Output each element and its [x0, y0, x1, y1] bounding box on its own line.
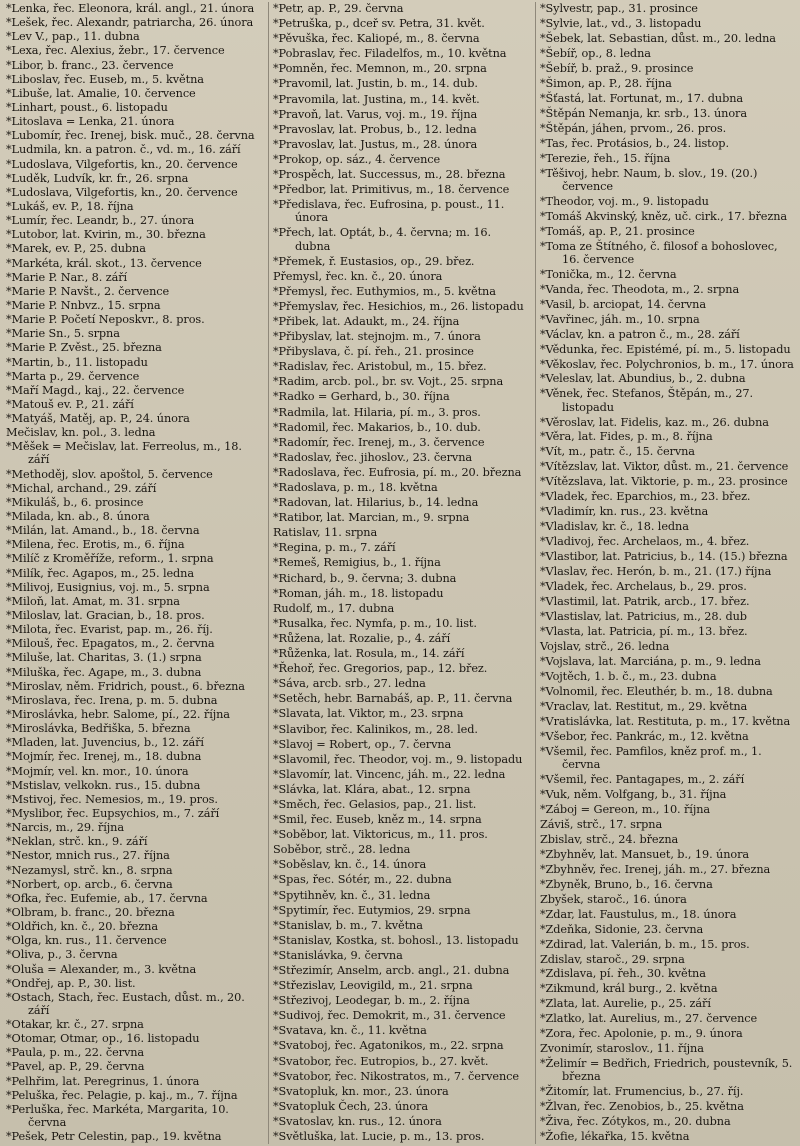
- name-day-entry: *Radmila, lat. Hilaria, pí. m., 3. pros.: [273, 405, 481, 419]
- name-day-entry: *Rusalka, řec. Nymfa, p. m., 10. list.: [273, 616, 477, 630]
- name-day-entry: *Miroslávka, Bedřiška, 5. března: [6, 722, 191, 736]
- name-day-entry: *Milíč z Kroměříže, reform., 1. srpna: [6, 552, 214, 566]
- name-day-entry: *Remeš, Remigius, b., 1. října: [273, 556, 441, 570]
- name-day-entry: *Radomil, řec. Makarios, b., 10. dub.: [273, 420, 481, 434]
- name-day-entry: *Všemil, řec. Pamfilos, kněz prof. m., 1. června: [540, 744, 762, 771]
- name-day-entry: *Přibyslav, lat. stejnojm. m., 7. února: [273, 330, 481, 344]
- name-day-entry: *Pravomil, lat. Justin, b. m., 14. dub.: [273, 77, 478, 91]
- name-day-entry: *Věroslav, lat. Fidelis, kaz. m., 26. dubna: [540, 415, 769, 429]
- name-day-entry: *Toma ze Štítného, č. filosof a bohoslovec, 16. července: [540, 239, 778, 266]
- name-day-entry: *Vojslava, lat. Marciána, p. m., 9. ledna: [540, 655, 761, 668]
- name-day-entry: *Vladislav, kr. č., 18. ledna: [540, 520, 689, 534]
- name-day-entry: *Slavomír, lat. Vincenc, jáh. m., 22. ledna: [273, 767, 506, 781]
- name-day-entry: Zdislav, staroč., 29. srpna: [540, 952, 685, 966]
- name-day-entry: *Šťastá, lat. Fortunat, m., 17. dubna: [540, 91, 744, 105]
- name-day-entry: *Lešek, řec. Alexandr, patriarcha, 26. února: [6, 16, 254, 30]
- name-day-entry: *Přibek, lat. Adaukt, m., 24. října: [273, 314, 460, 328]
- name-day-entry: *Prospěch, lat. Successus, m., 28. března: [273, 168, 506, 182]
- name-day-entry: *Lexa, řec. Alexius, žebr., 17. července: [6, 44, 225, 58]
- name-day-entry: *Miluše, lat. Charitas, 3. (1.) srpna: [6, 651, 202, 665]
- name-day-entry: *Miroslava, řec. Irena, p. m. 5. dubna: [6, 693, 218, 707]
- name-day-entry: *Ondřej, ap. P., 30. list.: [6, 976, 136, 990]
- name-day-entry: *Marta p., 29. července: [6, 369, 140, 383]
- name-day-entry: *Sylvie, lat., vd., 3. listopadu: [540, 16, 702, 30]
- name-day-entry: Soběbor, strč., 28. ledna: [273, 843, 411, 857]
- name-day-entry: *Směch, řec. Gelasios, pap., 21. list.: [273, 797, 477, 811]
- name-day-entry: *Lubomír, řec. Irenej, bisk. muč., 28. června: [6, 129, 255, 143]
- name-day-entry: *Pobraslav, řec. Filadelfos, m., 10. května: [273, 47, 507, 61]
- name-day-entry: *Milouš, řec. Epagatos, m., 2. června: [6, 637, 215, 651]
- name-day-entry: *Slavomil, řec. Theodor, voj. m., 9. listopadu: [273, 752, 523, 766]
- name-day-entry: *Milík, řec. Agapos, m., 25. ledna: [6, 566, 194, 580]
- name-day-entry: *Pravomila, lat. Justina, m., 14. květ.: [273, 92, 480, 106]
- name-day-entry: *Norbert, op. arcb., 6. června: [6, 877, 173, 891]
- name-day-entry: *Roman, jáh. m., 18. listopadu: [273, 586, 444, 600]
- name-day-entry: *Neklan, strč. kn., 9. září: [6, 835, 148, 849]
- name-day-entry: *Petr, ap. P., 29. června: [273, 2, 404, 15]
- name-day-entry: *Václav, kn. a patron č., m., 28. září: [540, 327, 740, 341]
- name-day-entry: *Vanda, řec. Theodota, m., 2. srpna: [540, 282, 740, 296]
- name-day-entry: *Spas, řec. Sótér, m., 22. dubna: [273, 873, 452, 887]
- name-day-entry: *Libor, b. franc., 23. července: [6, 58, 174, 72]
- name-day-entry: *Liboslav, řec. Euseb, m., 5. května: [6, 72, 204, 86]
- name-day-entry: *Luděk, Ludvík, kr. fr., 26. srpna: [6, 171, 189, 185]
- name-day-entry: *Pomněn, řec. Memnon, m., 20. srpna: [273, 62, 487, 76]
- name-day-entry: *Marek, ev. P., 25. dubna: [6, 242, 146, 256]
- name-day-entry: Vojslav, strč., 26. ledna: [540, 640, 670, 654]
- name-day-entry: *Marie P. Početí Neposkvr., 8. pros.: [6, 313, 205, 327]
- name-day-entry: *Želimír = Bedřich, Friedrich, poustevník, 5. března: [540, 1057, 793, 1084]
- name-day-entry: *Mojmír, vel. kn. mor., 10. února: [6, 764, 189, 778]
- name-day-entry: *Zdislava, pí. řeh., 30. května: [540, 967, 706, 981]
- name-day-entry: *Štěpán, jáhen, prvom., 26. pros.: [540, 121, 727, 135]
- name-column-2: [268, 2, 529, 1144]
- name-day-entry: *Radislav, řec. Aristobul, m., 15. břez.: [273, 360, 487, 374]
- name-day-entry: *Mladen, lat. Juvencius, b., 12. září: [6, 736, 204, 750]
- name-day-entry: *Vuk, něm. Volfgang, b., 31. října: [540, 787, 727, 801]
- name-day-entry: Zbislav, strč., 24. března: [540, 832, 679, 846]
- name-day-entry: *Spytimír, řec. Eutymios, 29. srpna: [273, 903, 471, 917]
- name-day-entry: *Slavoj = Robert, op., 7. června: [273, 737, 452, 751]
- name-day-entry: *Marie P. Zvěst., 25. března: [6, 341, 162, 355]
- name-day-entry: *Vraclav, lat. Restitut, m., 29. května: [540, 699, 748, 713]
- name-day-entry: *Tonička, m., 12. června: [540, 267, 677, 281]
- name-day-entry: *Paula, p. m., 22. června: [6, 1046, 145, 1060]
- name-day-entry: *Zlatko, lat. Aurelius, m., 27. července: [540, 1012, 758, 1026]
- name-day-entry: *Setěch, hebr. Barnabáš, ap. P., 11. června: [273, 692, 513, 706]
- name-day-entry: *Miloslav, lat. Gracian, b., 18. pros.: [6, 609, 205, 622]
- name-day-entry: *Lev V., pap., 11. dubna: [6, 30, 140, 44]
- name-day-entry: *Svatopluk, kn. mor., 23. února: [273, 1084, 449, 1098]
- name-day-entry: *Litoslava = Lenka, 21. února: [6, 115, 175, 129]
- name-day-entry: *Vratislávka, lat. Restituta, p. m., 17. května: [540, 714, 791, 728]
- name-day-entry: *Zdar, lat. Faustulus, m., 18. února: [540, 907, 737, 921]
- name-day-entry: *Pravoslav, lat. Justus, m., 28. února: [273, 137, 478, 151]
- name-day-entry: *Sudivoj, řec. Demokrit, m., 31. července: [273, 1009, 506, 1023]
- name-day-entry: *Prokop, op. sáz., 4. července: [273, 152, 441, 166]
- name-day-entry: *Stanislav, Kostka, st. bohosl., 13. listopadu: [273, 933, 519, 947]
- name-day-entry: *Svatopluk Čech, 23. února: [273, 1099, 428, 1113]
- name-day-entry: *Vavřinec, jáh. m., 10. srpna: [540, 312, 700, 326]
- name-day-entry: *Milota, řec. Evarist, pap. m., 26. říj.: [6, 623, 213, 637]
- name-day-entry: *Pravoslav, lat. Probus, b., 12. ledna: [273, 122, 477, 136]
- name-day-entry: *Mstislav, velkokn. rus., 15. dubna: [6, 778, 201, 792]
- name-day-entry: *Vladek, řec. Eparchios, m., 23. břez.: [540, 490, 751, 504]
- name-day-entry: *Smil, řec. Euseb, kněz m., 14. srpna: [273, 813, 482, 827]
- name-day-entry: *Radomír, řec. Irenej, m., 3. července: [273, 435, 485, 449]
- name-day-entry: *Veleslav, lat. Abundius, b., 2. dubna: [540, 372, 746, 386]
- name-day-entry: *Theodor, voj. m., 9. listopadu: [540, 194, 709, 208]
- name-day-entry: *Zora, řec. Apolonie, p. m., 9. února: [540, 1027, 743, 1041]
- name-day-entry: *Slavata, lat. Viktor, m., 23. srpna: [273, 707, 464, 721]
- name-index-columns: [6, 2, 796, 1144]
- name-day-entry: *Vladek, řec. Archelaus, b., 29. pros.: [540, 580, 747, 594]
- name-day-entry: *Markéta, král. skot., 13. července: [6, 256, 202, 270]
- name-day-entry: *Radoslava, p. m., 18. května: [273, 481, 438, 494]
- name-day-entry: *Přech, lat. Optát, b., 4. června; m. 16. dubna: [273, 226, 492, 253]
- name-day-entry: *Svatava, kn. č., 11. května: [273, 1024, 427, 1038]
- name-day-entry: *Ludmila, kn. a patron. č., vd. m., 16. září: [6, 143, 241, 157]
- name-day-entry: *Oldřich, kn. č., 20. března: [6, 920, 158, 934]
- name-day-entry: Záviš, strč., 17. srpna: [540, 817, 663, 831]
- name-day-entry: *Mikuláš, b., 6. prosince: [6, 495, 144, 509]
- name-day-entry: *Šebíř, b. praž., 9. prosince: [540, 61, 694, 75]
- name-day-entry: *Radim, arcb. pol., br. sv. Vojt., 25. srpna: [273, 375, 504, 389]
- name-day-entry: *Regina, p. m., 7. září: [273, 541, 396, 555]
- name-day-entry: *Nezamysl, strč. kn., 8. srpna: [6, 863, 173, 877]
- name-day-entry: *Vlasta, lat. Patricia, pí. m., 13. břez.: [540, 625, 748, 639]
- name-day-entry: *Pavel, ap. P., 29. června: [6, 1060, 145, 1074]
- name-day-entry: *Vlastibor, lat. Patricius, b., 14. (15.) března: [540, 550, 788, 564]
- name-day-entry: *Stanislav, b. m., 7. května: [273, 918, 423, 932]
- name-day-entry: *Šimon, ap. P., 28. října: [540, 76, 672, 90]
- name-day-entry: *Vojtěch, 1. b. č., m., 23. dubna: [540, 669, 717, 683]
- name-day-entry: *Vlastimil, lat. Patrik, arcb., 17. břez.: [540, 595, 750, 609]
- name-day-entry: *Michal, archand., 29. září: [6, 481, 157, 495]
- name-day-entry: *Oliva, p., 3. června: [6, 948, 118, 962]
- name-day-entry: *Přemek, ř. Eustasios, op., 29. břez.: [273, 254, 475, 268]
- name-day-entry: *Svatoslav, kn. rus., 12. února: [273, 1114, 442, 1128]
- name-day-entry: *Radko = Gerhard, b., 30. října: [273, 390, 450, 404]
- name-day-entry: *Věnek, řec. Stefanos, Štěpán, m., 27. listopadu: [540, 387, 754, 414]
- name-day-entry: *Všemil, řec. Pantagapes, m., 2. září: [540, 772, 745, 786]
- name-day-entry: *Tas, řec. Protásios, b., 24. listop.: [540, 136, 729, 150]
- name-day-entry: *Richard, b., 9. června; 3. dubna: [273, 571, 457, 585]
- name-day-entry: *Milena, řec. Erotis, m., 6. října: [6, 538, 185, 552]
- name-day-entry: *Pešek, Petr Celestin, pap., 19. května: [6, 1130, 222, 1144]
- name-day-entry: Ratislav, 11. srpna: [273, 526, 378, 540]
- name-day-entry: *Matyáš, Matěj, ap. P., 24. února: [6, 412, 190, 426]
- name-day-entry: *Žofie, lékařka, 15. května: [540, 1130, 690, 1144]
- name-day-entry: *Milán, lat. Amand., b., 18. června: [6, 524, 200, 538]
- name-day-entry: *Šebek, lat. Sebastian, důst. m., 20. ledna: [540, 31, 776, 45]
- name-day-entry: *Živa, řec. Zótykos, m., 20. dubna: [540, 1115, 731, 1129]
- name-day-entry: *Mstivoj, řec. Nemesios, m., 19. pros.: [6, 792, 218, 806]
- name-day-entry: *Ostach, Stach, řec. Eustach, důst. m., 20. září: [6, 990, 245, 1017]
- name-day-entry: *Slavibor, řec. Kalinikos, m., 28. led.: [273, 722, 478, 736]
- name-day-entry: *Štěpán Nemanja, kr. srb., 13. února: [540, 106, 747, 120]
- name-day-entry: *Ofka, řec. Eufemie, ab., 17. června: [6, 891, 208, 905]
- name-day-entry: *Řehoř, řec. Gregorios, pap., 12. břez.: [273, 662, 488, 676]
- name-day-entry: *Světluška, lat. Lucie, p. m., 13. pros.: [273, 1130, 485, 1144]
- name-day-entry: *Nestor, mnich rus., 27. října: [6, 849, 170, 863]
- name-day-entry: *Radoslav, řec. jihoslov., 23. června: [273, 450, 473, 464]
- name-day-entry: *Spytihněv, kn. č., 31. ledna: [273, 888, 431, 902]
- name-day-entry: *Myslibor, řec. Eupsychios, m., 7. září: [6, 806, 220, 820]
- name-day-entry: *Střezislav, Leovigild, m., 21. srpna: [273, 979, 473, 993]
- name-day-entry: *Miroslávka, hebr. Salome, pí., 22. října: [6, 707, 230, 721]
- name-day-entry: *Sáva, arcb. srb., 27. ledna: [273, 677, 426, 691]
- name-day-entry: *Věra, lat. Fides, p. m., 8. října: [540, 430, 713, 444]
- name-day-entry: *Střezimír, Anselm, arcb. angl., 21. dubna: [273, 964, 510, 977]
- name-day-entry: *Všebor, řec. Pankrác, m., 12. května: [540, 729, 749, 743]
- name-day-entry: *Terezie, řeh., 15. října: [540, 151, 671, 165]
- name-day-entry: *Lutobor, lat. Kvirin, m., 30. března: [6, 228, 206, 242]
- name-day-entry: *Libuše, lat. Amalie, 10. července: [6, 86, 196, 100]
- name-day-entry: *Růženka, lat. Rosula, m., 14. září: [273, 647, 465, 661]
- name-column-1: [6, 2, 262, 1144]
- name-day-entry: *Ludoslava, Vilgefortis, kn., 20. července: [6, 157, 238, 171]
- name-day-entry: Zbyšek, staroč., 16. února: [540, 892, 687, 906]
- name-day-entry: *Vlastislav, lat. Patricius, m., 28. dub: [540, 610, 747, 624]
- name-day-entry: *Stanislávka, 9. června: [273, 948, 403, 962]
- name-day-entry: *Svatobor, řec. Eutropios, b., 27. květ.: [273, 1054, 489, 1068]
- name-day-entry: *Záboj = Gereon, m., 10. října: [540, 802, 711, 816]
- name-day-entry: *Volnomil, řec. Eleuthér, b. m., 18. dubna: [540, 684, 773, 698]
- name-day-entry: *Soběbor, lat. Viktoricus, m., 11. pros.: [273, 828, 488, 842]
- name-day-entry: *Zbyhněv, řec. Irenej, jáh. m., 27. března: [540, 862, 771, 876]
- name-day-entry: *Maří Magd., kaj., 22. července: [6, 383, 185, 397]
- name-day-entry: *Zbyhněv, lat. Mansuet, b., 19. února: [540, 847, 750, 861]
- name-day-entry: *Milada, kn. ab., 8. února: [6, 510, 150, 524]
- name-day-entry: *Lenka, řec. Eleonora, král. angl., 21. února: [6, 2, 255, 15]
- name-day-entry: *Slávka, lat. Klára, abat., 12. srpna: [273, 782, 471, 796]
- name-day-entry: *Lukáš, ev. P., 18. října: [6, 199, 134, 213]
- name-day-entry: *Narcis, m., 29. října: [6, 821, 124, 835]
- name-day-entry: *Přemyslav, řec. Hesichios, m., 26. listopadu: [273, 299, 524, 313]
- name-day-entry: *Předbor, lat. Primitivus, m., 18. července: [273, 183, 510, 197]
- name-day-entry: *Předislava, řec. Eufrosina, p. poust., 11. února: [273, 198, 505, 225]
- name-day-entry: *Pelhřim, lat. Peregrinus, 1. února: [6, 1074, 200, 1088]
- name-day-entry: Zvonimír, staroslov., 11. října: [540, 1042, 704, 1056]
- name-day-entry: *Ratibor, lat. Marcian, m., 9. srpna: [273, 511, 470, 525]
- name-day-entry: *Přemysl, řec. Euthymios, m., 5. května: [273, 284, 496, 298]
- name-day-entry: *Pěvuška, řec. Kaliopé, m., 8. června: [273, 32, 480, 46]
- name-day-entry: *Radovan, lat. Hilarius, b., 14. ledna: [273, 496, 479, 510]
- name-column-3: [535, 2, 796, 1144]
- name-day-entry: *Matouš ev. P., 21. září: [6, 397, 134, 411]
- name-day-entry: *Lumír, řec. Leandr, b., 27. února: [6, 214, 195, 228]
- name-day-entry: *Radoslava, řec. Eufrosia, pí. m., 20. března: [273, 465, 522, 479]
- name-day-entry: *Střezivoj, Leodegar, b. m., 2. října: [273, 994, 470, 1008]
- name-day-entry: *Miluška, řec. Agape, m., 3. dubna: [6, 665, 202, 679]
- name-day-entry: *Pravoň, lat. Varus, voj. m., 19. října: [273, 107, 478, 121]
- name-day-entry: *Marie P. Navšt., 2. července: [6, 284, 170, 298]
- name-day-entry: *Ludoslava, Vilgefortis, kn., 20. července: [6, 185, 238, 199]
- name-day-entry: *Mojmír, řec. Irenej, m., 18. dubna: [6, 750, 202, 764]
- name-day-entry: *Růžena, lat. Rozalie, p., 4. září: [273, 631, 451, 645]
- name-day-entry: *Zdirad, lat. Valerián, b. m., 15. pros.: [540, 937, 750, 951]
- name-day-entry: *Marie P. Nnbvz., 15. srpna: [6, 298, 161, 312]
- name-day-entry: *Vladimír, kn. rus., 23. května: [540, 505, 709, 519]
- name-day-entry: Přemysl, řec. kn. č., 20. února: [273, 269, 443, 283]
- name-day-entry: *Perluška, řec. Markéta, Margarita, 10. června: [6, 1102, 229, 1129]
- name-day-entry: *Olga, kn. rus., 11. července: [6, 934, 167, 948]
- name-day-entry: *Vítězslav, lat. Viktor, důst. m., 21. července: [540, 460, 789, 474]
- name-day-entry: *Žitomír, lat. Frumencius, b., 27. říj.: [540, 1085, 744, 1099]
- name-day-entry: *Těšivoj, hebr. Naum, b. slov., 19. (20.) července: [540, 166, 758, 193]
- name-day-entry: *Svatoboj, řec. Agatonikos, m., 22. srpna: [273, 1039, 504, 1053]
- name-day-entry: *Vasil, b. arciopat, 14. června: [540, 297, 706, 311]
- name-day-entry: *Vědunka, řec. Epistémé, pí. m., 5. listopadu: [540, 342, 791, 356]
- name-day-entry: *Marie Sn., 5. srpna: [6, 327, 120, 341]
- name-day-entry: *Zdeňka, Sidonie, 23. června: [540, 922, 704, 936]
- name-day-entry: Mečislav, kn. pol., 3. ledna: [6, 426, 156, 440]
- name-day-entry: *Žlvan, řec. Zenobios, b., 25. května: [540, 1100, 744, 1114]
- name-day-entry: *Linhart, poust., 6. listopadu: [6, 100, 168, 114]
- name-day-entry: *Šebíř, op., 8. ledna: [540, 46, 651, 60]
- name-day-entry: *Svatobor, řec. Nikostratos, m., 7. července: [273, 1069, 519, 1083]
- name-day-entry: *Martin, b., 11. listopadu: [6, 355, 148, 369]
- name-day-entry: *Olbram, b. franc., 20. března: [6, 905, 175, 919]
- name-day-entry: *Petruška, p., dceř sv. Petra, 31. květ.: [273, 17, 485, 31]
- name-day-entry: *Otakar, kr. č., 27. srpna: [6, 1018, 144, 1032]
- name-day-entry: *Věkoslav, řec. Polychronios, b. m., 17. února: [540, 357, 794, 371]
- name-day-entry: *Vítězslava, lat. Viktorie, p. m., 23. prosince: [540, 475, 788, 489]
- name-day-entry: *Peluška, řec. Pelagie, p. kaj., m., 7. října: [6, 1088, 238, 1102]
- name-day-entry: *Milivoj, Eusignius, voj. m., 5. srpna: [6, 580, 210, 594]
- name-day-entry: *Miloň, lat. Amat, m. 31. srpna: [6, 594, 180, 608]
- name-day-entry: *Methoděj, slov. apoštol, 5. července: [6, 467, 213, 481]
- name-day-entry: *Vít, m., patr. č., 15. června: [540, 445, 695, 459]
- name-day-entry: *Zbyněk, Bruno, b., 16. června: [540, 877, 713, 891]
- name-day-entry: *Zlata, lat. Aurelie, p., 25. září: [540, 997, 711, 1011]
- name-day-entry: *Soběslav, kn. č., 14. února: [273, 858, 427, 872]
- name-day-entry: *Přibyslava, č. pí. řeh., 21. prosince: [273, 345, 474, 359]
- name-day-entry: *Oluša = Alexander, m., 3. května: [6, 962, 197, 976]
- name-day-entry: *Měšek = Mečislav, lat. Ferreolus, m., 18. září: [6, 440, 242, 467]
- name-day-entry: *Tomáš Akvinský, kněz, uč. cirk., 17. března: [540, 209, 788, 223]
- name-day-entry: *Vlaslav, řec. Herón, b. m., 21. (17.) října: [540, 565, 772, 579]
- name-day-entry: *Vladivoj, řec. Archelaos, m., 4. břez.: [540, 535, 750, 549]
- name-day-entry: *Marie P. Nar., 8. září: [6, 270, 128, 284]
- name-day-entry: *Miroslav, něm. Fridrich, poust., 6. března: [6, 679, 245, 693]
- name-day-entry: *Zikmund, král burg., 2. května: [540, 982, 718, 996]
- name-day-entry: Rudolf, m., 17. dubna: [273, 601, 395, 615]
- name-day-entry: *Tomáš, ap. P., 21. prosince: [540, 224, 695, 238]
- name-day-entry: *Otomar, Otmar, op., 16. listopadu: [6, 1032, 200, 1046]
- name-day-entry: *Sylvestr, pap., 31. prosince: [540, 2, 698, 15]
